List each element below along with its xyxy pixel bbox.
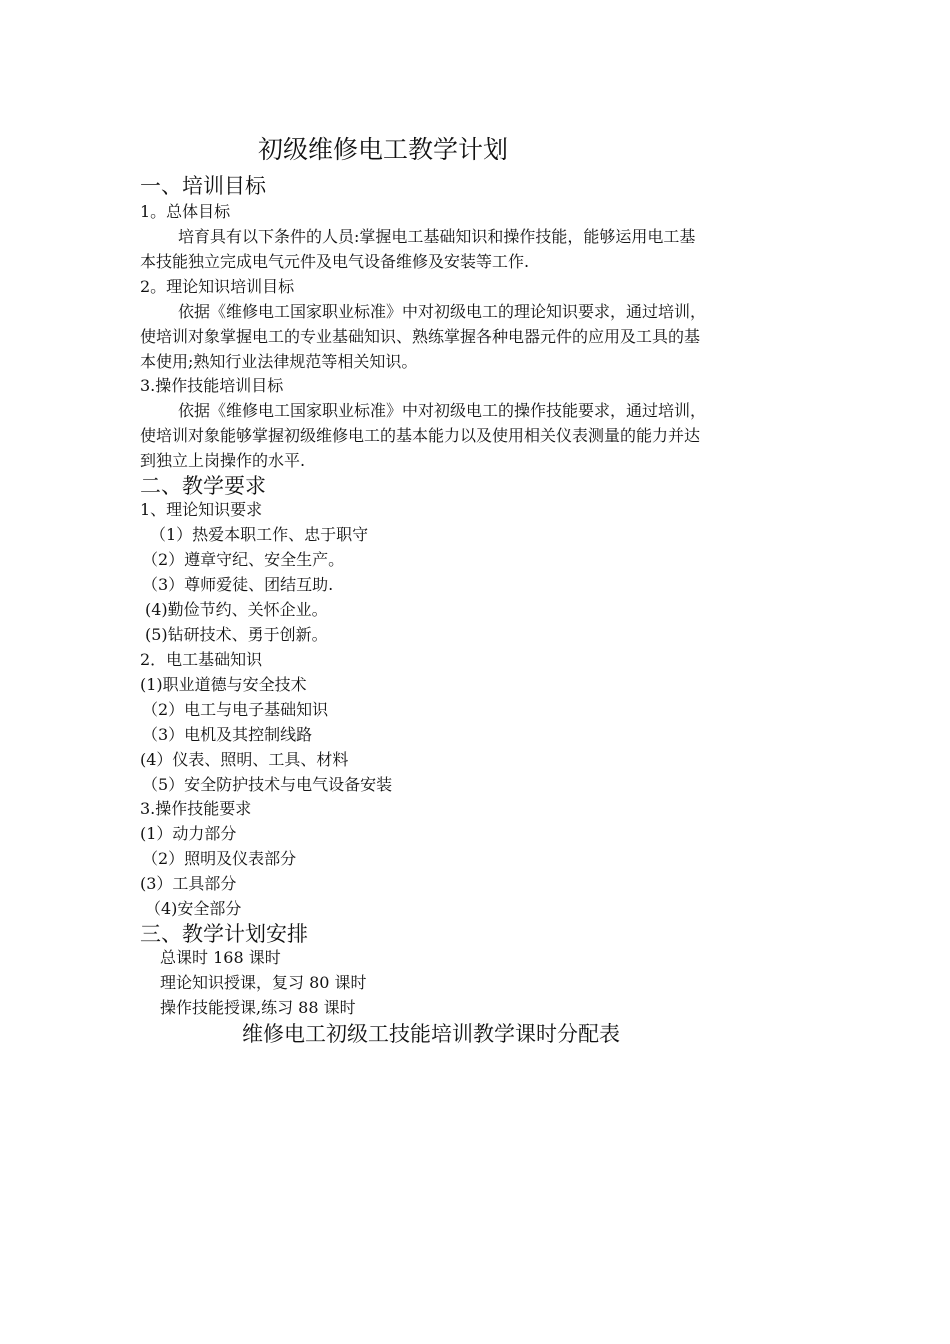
- subheading-overall-goal: 1。总体目标: [140, 202, 231, 221]
- list-item: (5)钻研技术、勇于创新。: [145, 625, 328, 644]
- list-item: (4)勤俭节约、关怀企业。: [145, 600, 328, 619]
- section-heading-teaching-requirements: 二、教学要求: [140, 474, 266, 498]
- paragraph-line: 培育具有以下条件的人员:掌握电工基础知识和操作技能，能够运用电工基: [178, 227, 696, 246]
- subheading-skill-goal: 3.操作技能培训目标: [140, 376, 284, 395]
- list-item: (4）仪表、照明、工具、材料: [140, 750, 349, 769]
- paragraph-line: 到独立上岗操作的水平.: [140, 451, 306, 470]
- schedule-line: 操作技能授课,练习 88 课时: [160, 998, 356, 1017]
- list-item: （3）尊师爱徒、团结互助.: [142, 575, 334, 594]
- subheading-theory-goal: 2。理论知识培训目标: [140, 277, 295, 296]
- list-item: （2）照明及仪表部分: [142, 849, 297, 868]
- list-item: (1）动力部分: [140, 824, 237, 843]
- schedule-line: 理论知识授课，复习 80 课时: [160, 973, 367, 992]
- list-item: （3）电机及其控制线路: [142, 725, 313, 744]
- paragraph-line: 使培训对象能够掌握初级维修电工的基本能力以及使用相关仪表测量的能力并达: [140, 426, 701, 445]
- paragraph-line: 依据《维修电工国家职业标准》中对初级电工的操作技能要求，通过培训，: [178, 401, 707, 420]
- doc-title: 初级维修电工教学计划: [258, 135, 509, 164]
- paragraph-line: 本技能独立完成电气元件及电气设备维修及安装等工作.: [140, 252, 530, 271]
- schedule-line: 总课时 168 课时: [160, 948, 281, 967]
- table-title: 维修电工初级工技能培训教学课时分配表: [242, 1022, 620, 1046]
- list-item: （1）热爱本职工作、忠于职守: [150, 525, 369, 544]
- list-item: （2）电工与电子基础知识: [142, 700, 329, 719]
- list-item: （4)安全部分: [145, 899, 242, 918]
- list-item: （5）安全防护技术与电气设备安装: [142, 775, 393, 794]
- paragraph-line: 依据《维修电工国家职业标准》中对初级电工的理论知识要求，通过培训，: [178, 302, 707, 321]
- subheading-electrical-basics: 2．电工基础知识: [140, 650, 263, 669]
- list-item: （2）遵章守纪、安全生产。: [142, 550, 345, 569]
- subheading-skill-requirements: 3.操作技能要求: [140, 799, 252, 818]
- list-item: (3）工具部分: [140, 874, 237, 893]
- subheading-theory-requirements: 1、理论知识要求: [140, 500, 263, 519]
- list-item: (1)职业道德与安全技术: [140, 675, 307, 694]
- section-heading-training-goals: 一、培训目标: [140, 174, 266, 198]
- paragraph-line: 本使用;熟知行业法律规范等相关知识。: [140, 352, 418, 371]
- paragraph-line: 使培训对象掌握电工的专业基础知识、熟练掌握各种电器元件的应用及工具的基: [140, 327, 701, 346]
- section-heading-teaching-schedule: 三、教学计划安排: [140, 922, 308, 946]
